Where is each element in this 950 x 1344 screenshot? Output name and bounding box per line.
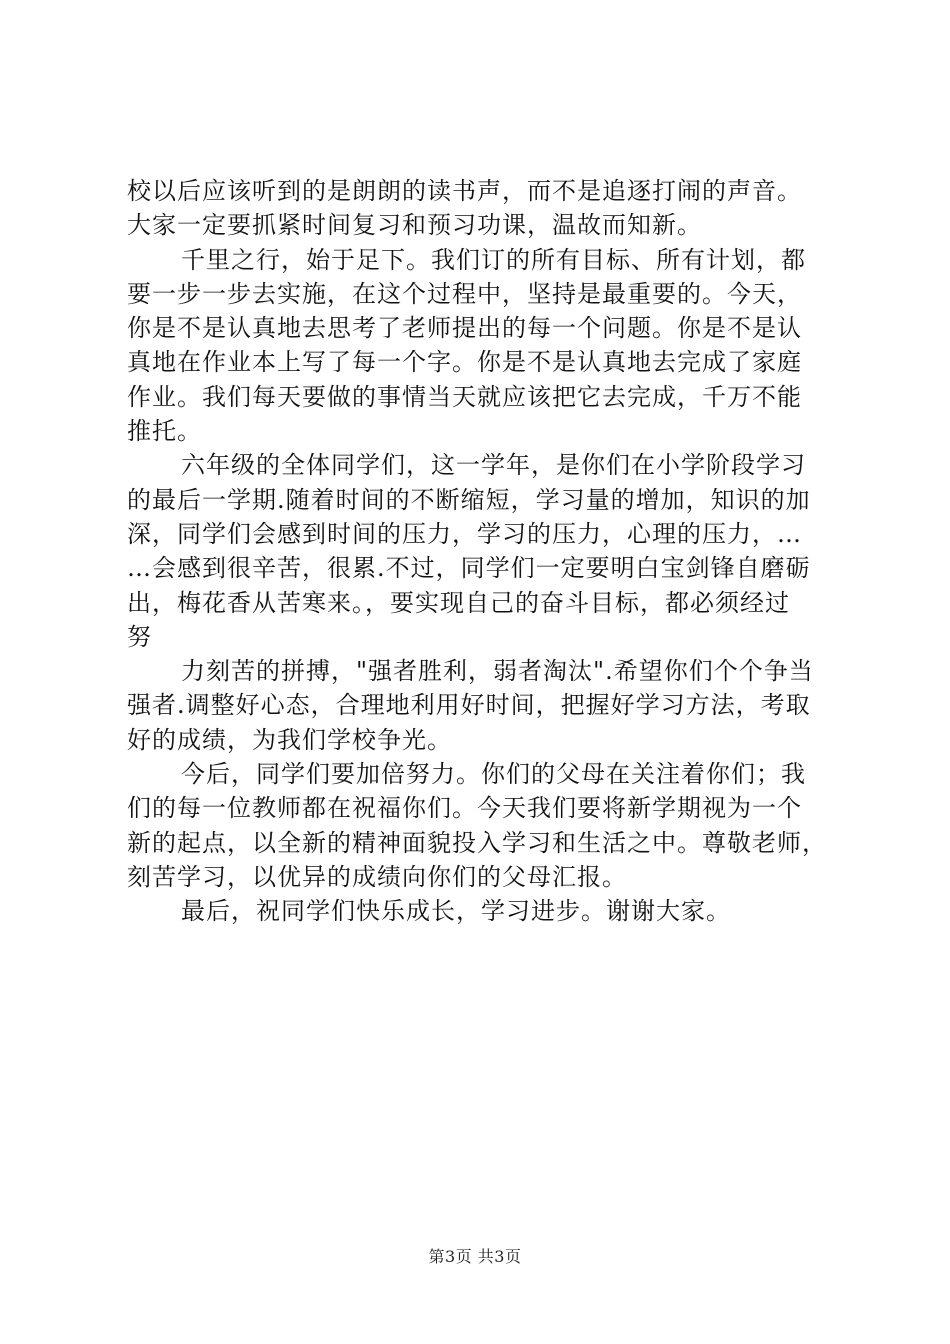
text-line: 大家一定要抓紧时间复习和预习功课，温故而知新。 bbox=[127, 211, 702, 240]
document-body bbox=[127, 174, 827, 929]
text-line: 要一步一步去实施，在这个过程中，坚持是最重要的。今天， bbox=[127, 279, 802, 308]
text-line: 出，梅花香从苦寒来。，要实现自己的奋斗目标，都必须经过 bbox=[127, 588, 790, 617]
paragraph-start-line: 最后，祝同学们快乐成长，学习进步。谢谢大家。 bbox=[181, 897, 731, 926]
text-line: 作业。我们每天要做的事情当天就应该把它去完成，千万不能 bbox=[127, 382, 802, 411]
text-line: 努 bbox=[127, 622, 152, 651]
text-line: 推托。 bbox=[127, 417, 202, 446]
text-line: 强者.调整好心态，合理地利用好时间，把握好学习方法，考取 bbox=[127, 691, 811, 720]
paragraph-start-line: 力刻苦的拼搏，"强者胜利，弱者淘汰".希望你们个个争当 bbox=[181, 657, 814, 686]
paragraph-start-line: 今后，同学们要加倍努力。你们的父母在关注着你们；我 bbox=[181, 760, 806, 789]
text-line: …会感到很辛苦，很累.不过，同学们一定要明白宝剑锋自磨砺 bbox=[127, 554, 811, 583]
text-line: 们的每一位教师都在祝福你们。今天我们要将新学期视为一个 bbox=[127, 794, 802, 823]
text-line: 新的起点，以全新的精神面貌投入学习和生活之中。尊敬老师， bbox=[127, 828, 827, 857]
text-line: 你是不是认真地去思考了老师提出的每一个问题。你是不是认 bbox=[127, 314, 802, 343]
text-line: 刻苦学习，以优异的成绩向你们的父母汇报。 bbox=[127, 862, 627, 891]
text-line: 深，同学们会感到时间的压力，学习的压力，心理的压力，… bbox=[127, 519, 802, 548]
text-line: 好的成绩，为我们学校争光。 bbox=[127, 725, 452, 754]
text-line: 真地在作业本上写了每一个字。你是不是认真地去完成了家庭 bbox=[127, 348, 802, 377]
paragraph-start-line: 千里之行，始于足下。我们订的所有目标、所有计划，都 bbox=[181, 245, 806, 274]
text-line: 的最后一学期.随着时间的不断缩短，学习量的增加，知识的加 bbox=[127, 485, 811, 514]
text-line: 校以后应该听到的是朗朗的读书声，而不是追逐打闹的声音。 bbox=[127, 177, 802, 205]
page-number-footer: 第3页 共3页 bbox=[428, 1247, 522, 1266]
paragraph-start-line: 六年级的全体同学们，这一学年，是你们在小学阶段学习 bbox=[181, 451, 806, 480]
